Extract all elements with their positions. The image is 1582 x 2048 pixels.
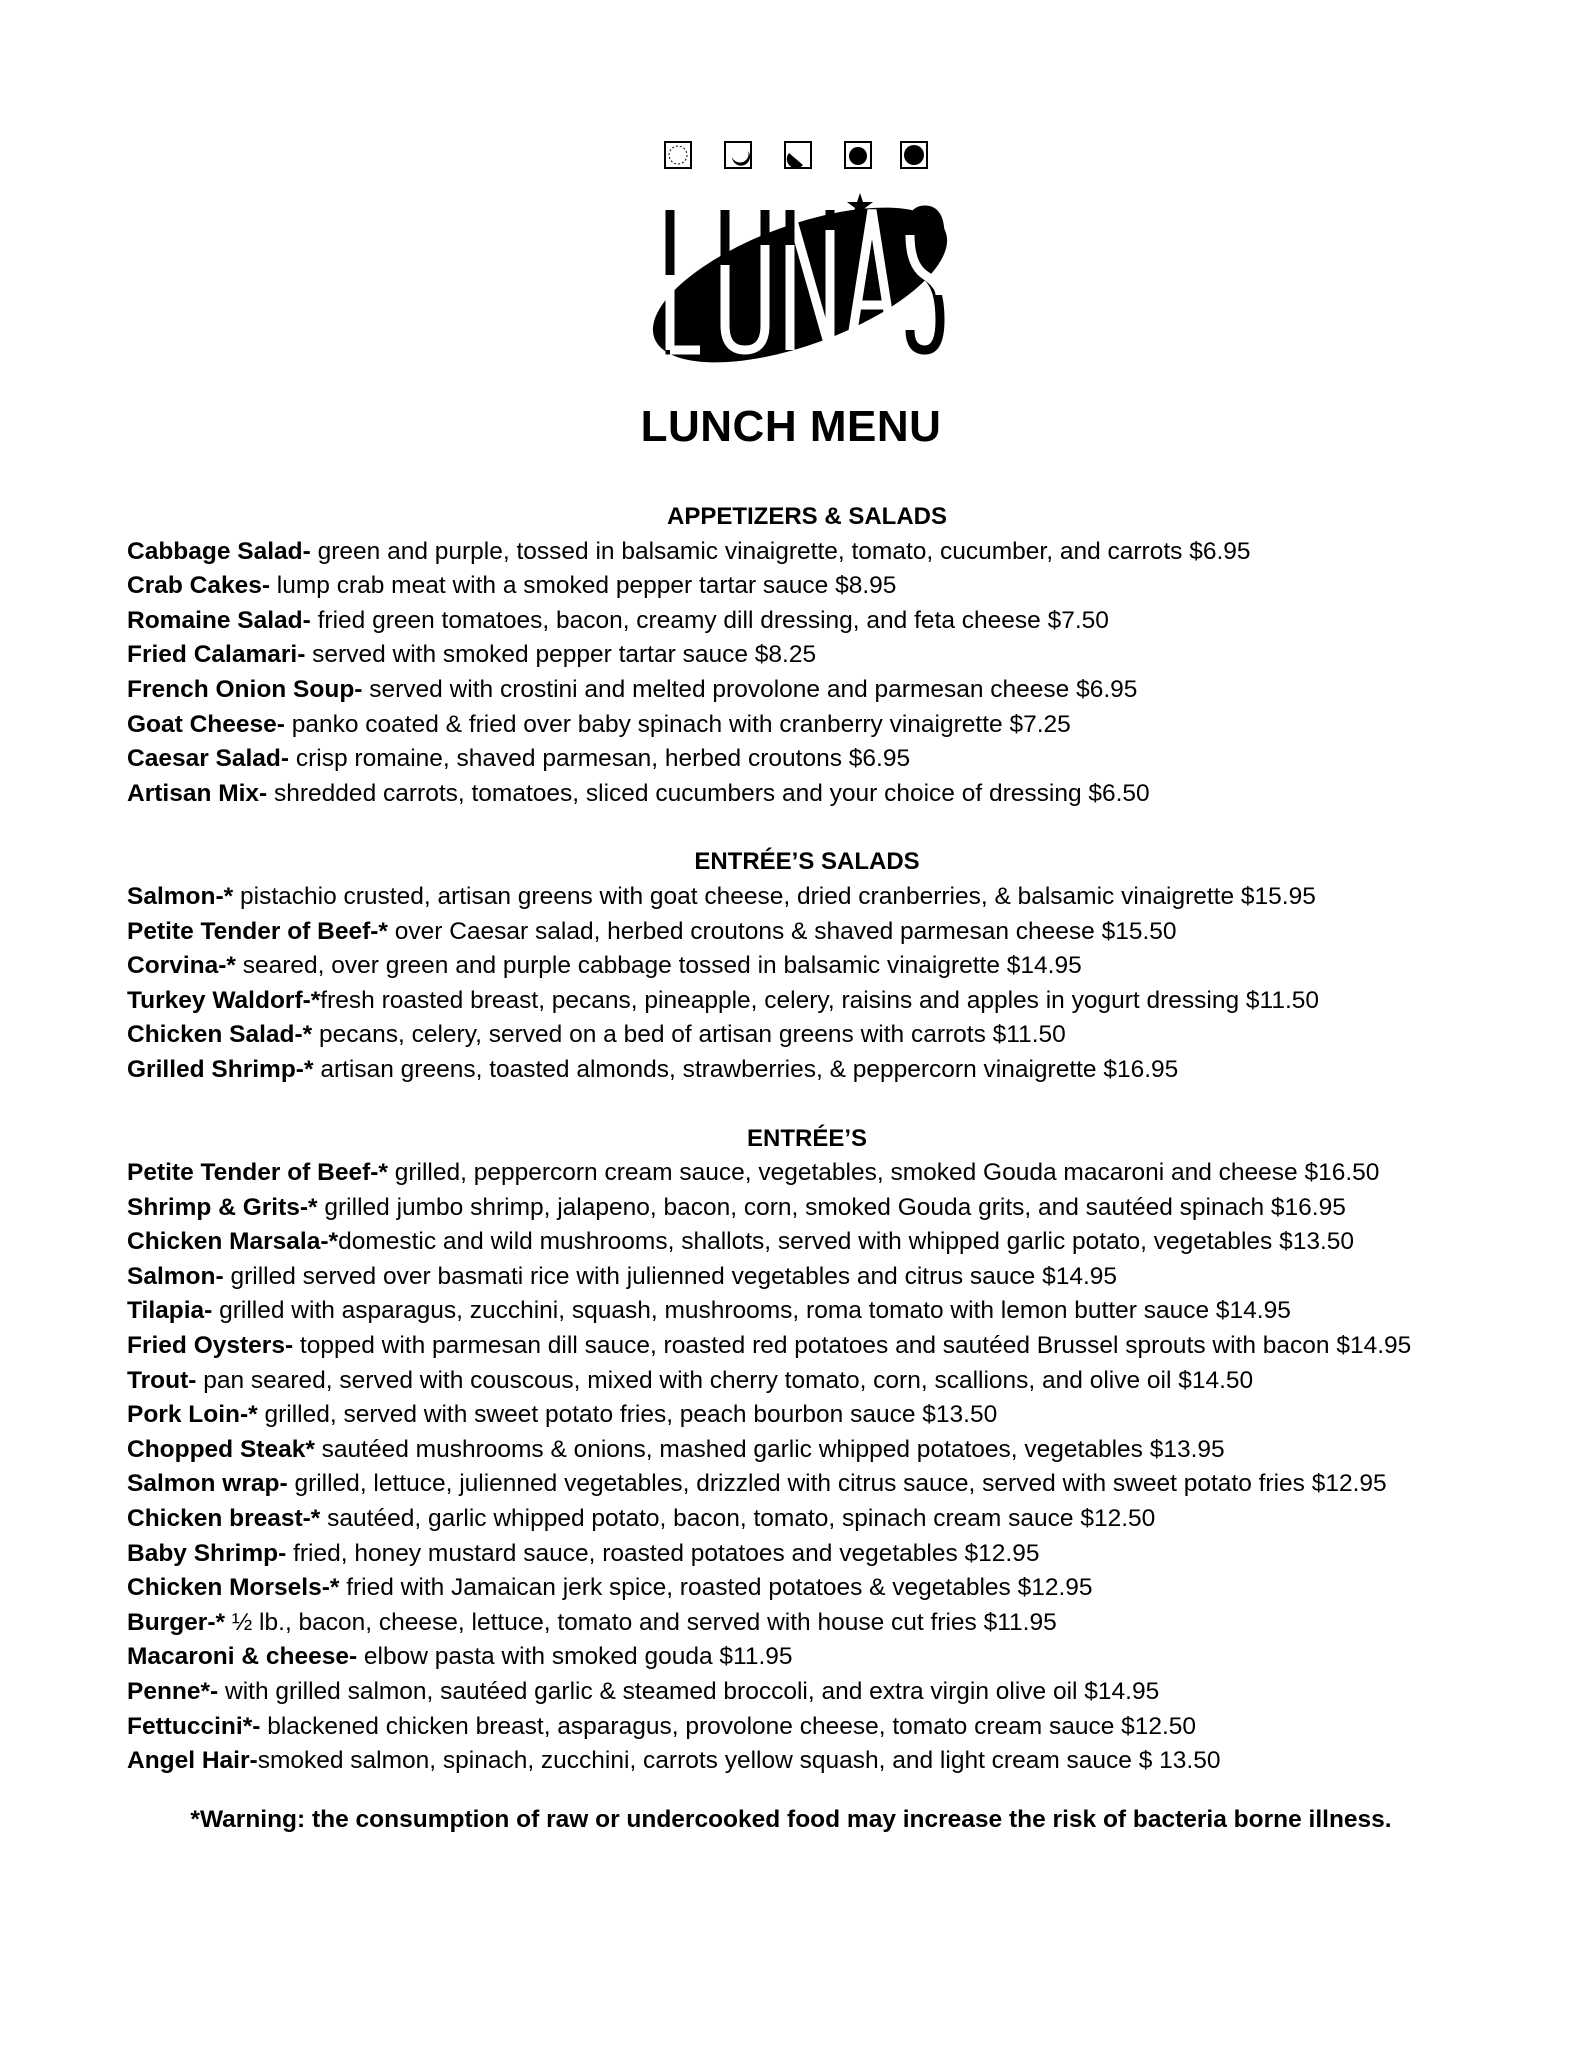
menu-item (127, 1571, 1487, 1606)
menu-item (127, 1364, 1487, 1399)
item-desc: pistachio crusted, artisan greens with goat cheese, dried cranberries, & balsamic vinaigrette $15.95 (233, 882, 1316, 910)
menu-item (127, 604, 1487, 639)
item-desc: sautéed, garlic whipped potato, bacon, tomato, spinach cream sauce $12.50 (320, 1505, 1156, 1533)
menu-item (127, 1329, 1487, 1364)
item-desc: ½ lb., bacon, cheese, lettuce, tomato and served with house cut fries $11.95 (225, 1608, 1057, 1636)
menu-item (127, 1502, 1487, 1537)
menu-item (127, 1260, 1487, 1295)
item-name: Fried Oysters- (127, 1332, 294, 1360)
item-desc: fresh roasted breast, pecans, pineapple, celery, raisins and apples in yogurt dressing $11.50 (320, 986, 1320, 1014)
item-name: Angel Hair- (127, 1747, 258, 1775)
item-name: Caesar Salad- (127, 745, 290, 773)
item-desc: topped with parmesan dill sauce, roasted red potatoes and sautéed Brussel sprouts with bacon $14.95 (293, 1332, 1412, 1360)
item-desc: grilled, served with sweet potato fries, peach bourbon sauce $13.50 (257, 1401, 998, 1429)
item-desc: fried green tomatoes, bacon, creamy dill dressing, and feta cheese $7.50 (310, 606, 1109, 634)
menu-item (127, 673, 1487, 708)
item-name: Goat Cheese- (127, 710, 285, 738)
item-name: Tilapia- (127, 1297, 213, 1325)
item-desc: blackened chicken breast, asparagus, provolone cheese, tomato cream sauce $12.50 (260, 1712, 1197, 1740)
item-name: Macaroni & cheese- (127, 1643, 358, 1671)
item-desc: pan seared, served with couscous, mixed with cherry tomato, corn, scallions, and olive oil $14.50 (196, 1366, 1254, 1394)
item-name: Fettuccini*- (127, 1712, 261, 1740)
item-desc: grilled jumbo shrimp, jalapeno, bacon, corn, smoked Gouda grits, and sautéed spinach $16.95 (317, 1193, 1346, 1221)
menu-item (127, 1191, 1487, 1226)
item-desc: sautéed mushrooms & onions, mashed garlic whipped potatoes, vegetables $13.95 (314, 1435, 1225, 1463)
item-name: Trout- (127, 1366, 197, 1394)
menu-item (127, 1675, 1487, 1710)
item-desc: grilled, peppercorn cream sauce, vegetables, smoked Gouda macaroni and cheese $16.50 (387, 1159, 1380, 1187)
menu-item (127, 1744, 1487, 1779)
item-desc: grilled, lettuce, julienned vegetables, drizzled with citrus sauce, served with sweet potato fries $12.95 (287, 1470, 1387, 1498)
moon-phases-logo-icon (645, 135, 955, 365)
item-desc: grilled with asparagus, zucchini, squash, mushrooms, roma tomato with lemon butter sauce $14.95 (212, 1297, 1291, 1325)
item-desc: fried, honey mustard sauce, roasted potatoes and vegetables $12.95 (286, 1539, 1040, 1567)
item-name: Corvina-* (127, 952, 236, 980)
menu-item (127, 949, 1487, 984)
menu-item (127, 638, 1487, 673)
section-entree-salads (127, 845, 1487, 1087)
item-name: Chicken Marsala-* (127, 1228, 339, 1256)
item-name: Shrimp & Grits-* (127, 1193, 318, 1221)
lunas-logo (645, 135, 955, 365)
item-name: Cabbage Salad- (127, 537, 311, 565)
item-name: Salmon wrap- (127, 1470, 288, 1498)
item-name: Grilled Shrimp-* (127, 1055, 314, 1083)
item-desc: elbow pasta with smoked gouda $11.95 (357, 1643, 793, 1671)
menu-item (127, 535, 1487, 570)
menu-item (127, 1053, 1487, 1088)
item-name: Chicken Salad-* (127, 1021, 313, 1049)
item-desc: crisp romaine, shaved parmesan, herbed croutons $6.95 (289, 745, 911, 773)
menu-item (127, 1537, 1487, 1572)
item-desc: served with crostini and melted provolone and parmesan cheese $6.95 (362, 675, 1138, 703)
menu-item (127, 777, 1487, 812)
item-desc: pecans, celery, served on a bed of artisan greens with carrots $11.50 (312, 1021, 1066, 1049)
item-name: French Onion Soup- (127, 675, 363, 703)
item-name: Salmon- (127, 1262, 224, 1290)
item-name: Penne*- (127, 1678, 219, 1705)
item-name: Petite Tender of Beef-* (127, 1159, 388, 1187)
menu-body (127, 500, 1487, 1813)
menu-item (127, 708, 1487, 743)
item-name: Chicken Morsels-* (127, 1574, 340, 1602)
menu-item (127, 1398, 1487, 1433)
section-entrees (127, 1122, 1487, 1779)
menu-item (127, 1156, 1487, 1191)
item-desc: over Caesar salad, herbed croutons & shaved parmesan cheese $15.50 (387, 917, 1177, 945)
item-desc: fried with Jamaican jerk spice, roasted potatoes & vegetables $12.95 (339, 1574, 1093, 1602)
item-name: Crab Cakes- (127, 572, 270, 600)
item-name: Petite Tender of Beef-* (127, 917, 388, 945)
menu-item (127, 1640, 1487, 1675)
item-name: Chicken breast-* (127, 1505, 321, 1533)
page-title: LUNCH MENU (640, 402, 942, 451)
item-name: Salmon-* (127, 882, 234, 910)
menu-item (127, 742, 1487, 777)
section-title: ENTRÉE’S SALADS (694, 848, 920, 876)
item-desc: served with smoked pepper tartar sauce $8.25 (305, 641, 817, 669)
item-desc: domestic and wild mushrooms, shallots, served with whipped garlic potato, vegetables $13.50 (338, 1228, 1354, 1256)
menu-item (127, 915, 1487, 950)
menu-item (127, 1606, 1487, 1641)
item-desc: grilled served over basmati rice with julienned vegetables and citrus sauce $14.95 (223, 1262, 1118, 1290)
menu-item (127, 1294, 1487, 1329)
food-warning: *Warning: the consumption of raw or undercooked food may increase the risk of bacteria borne illness. (190, 1806, 1392, 1833)
menu-item (127, 1225, 1487, 1260)
menu-item (127, 569, 1487, 604)
item-name: Burger-* (127, 1608, 226, 1636)
item-desc: green and purple, tossed in balsamic vinaigrette, tomato, cucumber, and carrots $6.95 (310, 537, 1251, 565)
item-name: Artisan Mix- (127, 779, 268, 807)
item-name: Baby Shrimp- (127, 1539, 287, 1567)
item-desc: artisan greens, toasted almonds, strawberries, & peppercorn vinaigrette $16.95 (313, 1055, 1179, 1083)
item-desc: seared, over green and purple cabbage tossed in balsamic vinaigrette $14.95 (235, 952, 1082, 980)
item-name: Chopped Steak* (127, 1435, 315, 1463)
section-title: APPETIZERS & SALADS (666, 503, 948, 530)
item-name: Turkey Waldorf-* (127, 986, 321, 1014)
menu-item (127, 984, 1487, 1019)
item-name: Pork Loin-* (127, 1401, 258, 1429)
item-desc: lump crab meat with a smoked pepper tartar sauce $8.95 (269, 572, 897, 600)
item-desc: panko coated & fried over baby spinach with cranberry vinaigrette $7.25 (284, 710, 1071, 738)
menu-item (127, 1018, 1487, 1053)
item-desc: smoked salmon, spinach, zucchini, carrots yellow squash, and light cream sauce $ 13.50 (257, 1747, 1221, 1775)
item-desc: shredded carrots, tomatoes, sliced cucumbers and your choice of dressing $6.50 (267, 779, 1150, 807)
item-name: Romaine Salad- (127, 606, 311, 634)
item-name: Fried Calamari- (127, 641, 306, 669)
menu-item (127, 1433, 1487, 1468)
menu-item (127, 880, 1487, 915)
section-title: ENTRÉE’S (746, 1124, 868, 1152)
section-appetizers (127, 500, 1487, 811)
item-desc: with grilled salmon, sautéed garlic & steamed broccoli, and extra virgin olive oil $14.95 (218, 1678, 1160, 1705)
menu-item (127, 1710, 1487, 1745)
menu-item (127, 1467, 1487, 1502)
